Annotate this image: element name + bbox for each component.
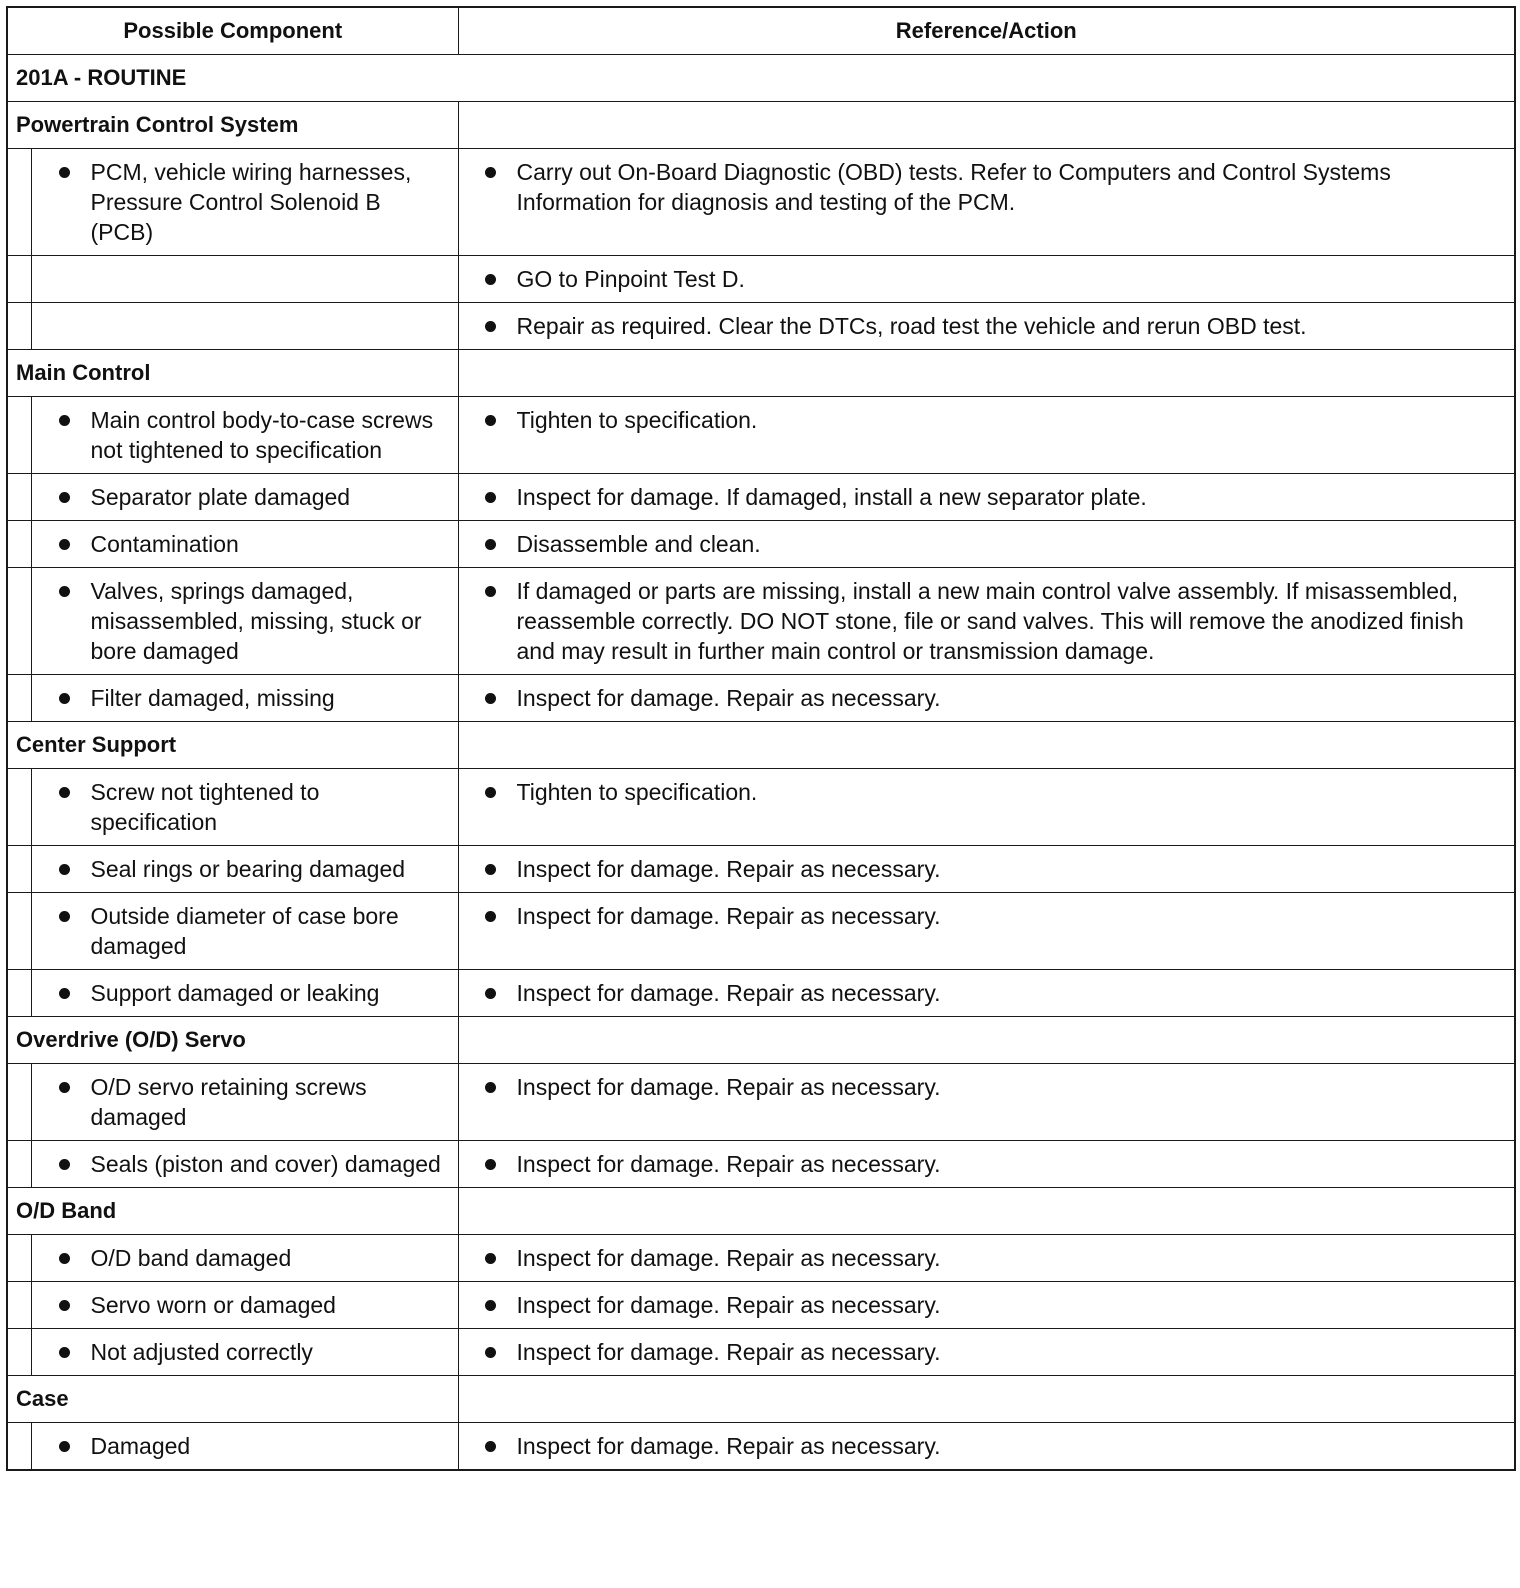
bullet-item xyxy=(459,482,1515,512)
bullet-item xyxy=(459,1431,1515,1461)
bullet-item xyxy=(32,1431,458,1461)
component-text: Seal rings or bearing damaged xyxy=(90,856,406,882)
bullet-icon xyxy=(485,167,496,178)
bullet-item xyxy=(459,405,1515,435)
component-cell xyxy=(31,893,458,970)
bullet-item xyxy=(459,854,1515,884)
bullet-icon xyxy=(485,1082,496,1093)
bullet-icon xyxy=(59,1347,70,1358)
component-cell xyxy=(31,1329,458,1376)
component-text: O/D servo retaining screws damaged xyxy=(90,1074,367,1130)
component-text: PCM, vehicle wiring harnesses, Pressure Control Solenoid B (PCB) xyxy=(90,159,412,245)
section-action-empty xyxy=(458,722,1515,769)
action-cell xyxy=(458,397,1515,474)
section-action-empty xyxy=(458,1376,1515,1423)
bullet-item xyxy=(459,1290,1515,1320)
header-row xyxy=(7,7,1515,55)
component-cell xyxy=(31,474,458,521)
bullet-item xyxy=(459,777,1515,807)
component-text: Separator plate damaged xyxy=(90,484,351,510)
component-text: Servo worn or damaged xyxy=(90,1292,336,1318)
bullet-item xyxy=(459,264,1515,294)
component-text: O/D band damaged xyxy=(90,1245,292,1271)
bullet-icon xyxy=(485,274,496,285)
bullet-item xyxy=(32,978,458,1008)
bullet-icon xyxy=(59,1253,70,1264)
action-text: Inspect for damage. Repair as necessary. xyxy=(516,1339,941,1365)
action-text: If damaged or parts are missing, install a new main control valve assembly. If misassembled, reassemble correctly. DO NOT stone, file or sand valves. This will remove the anodized finish and may result in further main control or transmission damage. xyxy=(516,578,1464,664)
action-text: Inspect for damage. Repair as necessary. xyxy=(516,903,941,929)
bullet-item xyxy=(32,1149,458,1179)
routine-title: 201A - ROUTINE xyxy=(7,55,1515,102)
bullet-item xyxy=(32,405,458,465)
bullet-icon xyxy=(59,1300,70,1311)
table-row xyxy=(7,1064,1515,1141)
bullet-icon xyxy=(59,415,70,426)
action-cell xyxy=(458,1329,1515,1376)
table-row xyxy=(7,303,1515,350)
bullet-item xyxy=(459,157,1515,217)
bullet-item xyxy=(32,576,458,666)
section-title: Main Control xyxy=(7,350,458,397)
indent-cell xyxy=(7,1423,31,1471)
indent-cell xyxy=(7,1282,31,1329)
indent-cell xyxy=(7,474,31,521)
section-row xyxy=(7,350,1515,397)
bullet-icon xyxy=(485,988,496,999)
component-cell xyxy=(31,1235,458,1282)
component-cell xyxy=(31,1064,458,1141)
component-cell xyxy=(31,1282,458,1329)
table-body xyxy=(7,55,1515,1471)
component-text: Valves, springs damaged, misassembled, missing, stuck or bore damaged xyxy=(90,578,422,664)
action-text: Inspect for damage. Repair as necessary. xyxy=(516,1151,941,1177)
bullet-item xyxy=(459,978,1515,1008)
action-cell xyxy=(458,1064,1515,1141)
table-row xyxy=(7,1423,1515,1471)
bullet-icon xyxy=(59,586,70,597)
indent-cell xyxy=(7,568,31,675)
section-action-empty xyxy=(458,102,1515,149)
section-row xyxy=(7,1188,1515,1235)
bullet-item xyxy=(459,576,1515,666)
section-action-empty xyxy=(458,1188,1515,1235)
component-text: Screw not tightened to specification xyxy=(90,779,320,835)
action-cell xyxy=(458,303,1515,350)
section-row xyxy=(7,722,1515,769)
bullet-item xyxy=(32,1290,458,1320)
action-cell xyxy=(458,769,1515,846)
action-text: Carry out On-Board Diagnostic (OBD) tests. Refer to Computers and Control Systems Information for diagnosis and testing of the PCM. xyxy=(516,159,1391,215)
section-title: Case xyxy=(7,1376,458,1423)
diagnosis-document xyxy=(6,6,1514,1471)
component-text: Outside diameter of case bore damaged xyxy=(90,903,399,959)
table-row xyxy=(7,1329,1515,1376)
action-text: Inspect for damage. Repair as necessary. xyxy=(516,856,941,882)
section-title: Powertrain Control System xyxy=(7,102,458,149)
action-cell xyxy=(458,1423,1515,1471)
table-row xyxy=(7,970,1515,1017)
bullet-item xyxy=(32,901,458,961)
bullet-icon xyxy=(485,693,496,704)
bullet-icon xyxy=(59,492,70,503)
section-action-empty xyxy=(458,350,1515,397)
bullet-item xyxy=(459,1149,1515,1179)
table-row xyxy=(7,397,1515,474)
action-text: Disassemble and clean. xyxy=(516,531,761,557)
indent-cell xyxy=(7,303,31,350)
component-text: Filter damaged, missing xyxy=(90,685,335,711)
component-cell xyxy=(31,846,458,893)
indent-cell xyxy=(7,1141,31,1188)
bullet-icon xyxy=(59,167,70,178)
bullet-icon xyxy=(59,787,70,798)
action-text: Inspect for damage. Repair as necessary. xyxy=(516,1292,941,1318)
component-text: Not adjusted correctly xyxy=(90,1339,313,1365)
bullet-item xyxy=(459,1337,1515,1367)
bullet-item xyxy=(32,683,458,713)
bullet-item xyxy=(459,529,1515,559)
bullet-item xyxy=(32,482,458,512)
action-text: Inspect for damage. Repair as necessary. xyxy=(516,1074,941,1100)
action-cell xyxy=(458,1141,1515,1188)
action-cell xyxy=(458,474,1515,521)
indent-cell xyxy=(7,675,31,722)
action-cell xyxy=(458,846,1515,893)
action-cell xyxy=(458,675,1515,722)
bullet-icon xyxy=(59,1441,70,1452)
bullet-item xyxy=(459,683,1515,713)
bullet-item xyxy=(32,854,458,884)
title-row xyxy=(7,55,1515,102)
bullet-item xyxy=(32,1243,458,1273)
action-text: Repair as required. Clear the DTCs, road test the vehicle and rerun OBD test. xyxy=(516,313,1307,339)
indent-cell xyxy=(7,846,31,893)
indent-cell xyxy=(7,521,31,568)
action-text: Tighten to specification. xyxy=(516,407,758,433)
bullet-item xyxy=(32,157,458,247)
component-cell xyxy=(31,397,458,474)
section-action-empty xyxy=(458,1017,1515,1064)
bullet-icon xyxy=(59,864,70,875)
action-text: Tighten to specification. xyxy=(516,779,758,805)
bullet-item xyxy=(32,1337,458,1367)
table-row xyxy=(7,1282,1515,1329)
section-row xyxy=(7,1017,1515,1064)
section-title: Overdrive (O/D) Servo xyxy=(7,1017,458,1064)
action-cell xyxy=(458,893,1515,970)
component-cell xyxy=(31,970,458,1017)
action-cell xyxy=(458,1282,1515,1329)
component-text: Damaged xyxy=(90,1433,191,1459)
bullet-item xyxy=(459,901,1515,931)
indent-cell xyxy=(7,970,31,1017)
bullet-icon xyxy=(485,492,496,503)
action-cell xyxy=(458,256,1515,303)
action-cell xyxy=(458,1235,1515,1282)
bullet-icon xyxy=(59,539,70,550)
table-row xyxy=(7,1235,1515,1282)
bullet-item xyxy=(32,777,458,837)
component-text: Main control body-to-case screws not tightened to specification xyxy=(90,407,434,463)
indent-cell xyxy=(7,1064,31,1141)
bullet-icon xyxy=(59,1159,70,1170)
bullet-item xyxy=(459,1072,1515,1102)
section-title: Center Support xyxy=(7,722,458,769)
action-text: Inspect for damage. Repair as necessary. xyxy=(516,1433,941,1459)
bullet-icon xyxy=(485,864,496,875)
header-possible-component: Possible Component xyxy=(7,7,458,55)
bullet-icon xyxy=(485,415,496,426)
component-cell xyxy=(31,1141,458,1188)
section-row xyxy=(7,1376,1515,1423)
bullet-icon xyxy=(485,586,496,597)
bullet-icon xyxy=(485,1159,496,1170)
header-reference-action: Reference/Action xyxy=(458,7,1515,55)
action-cell xyxy=(458,149,1515,256)
component-cell xyxy=(31,521,458,568)
bullet-item xyxy=(459,311,1515,341)
component-text: Support damaged or leaking xyxy=(90,980,380,1006)
bullet-icon xyxy=(485,1441,496,1452)
table-row xyxy=(7,474,1515,521)
bullet-icon xyxy=(59,911,70,922)
bullet-icon xyxy=(485,321,496,332)
component-cell xyxy=(31,149,458,256)
action-cell xyxy=(458,521,1515,568)
section-row xyxy=(7,102,1515,149)
indent-cell xyxy=(7,397,31,474)
component-cell xyxy=(31,256,458,303)
action-cell xyxy=(458,970,1515,1017)
bullet-item xyxy=(32,1072,458,1132)
action-text: GO to Pinpoint Test D. xyxy=(516,266,745,292)
component-cell xyxy=(31,303,458,350)
bullet-item xyxy=(32,529,458,559)
action-text: Inspect for damage. Repair as necessary. xyxy=(516,980,941,1006)
bullet-item xyxy=(459,1243,1515,1273)
table-row xyxy=(7,521,1515,568)
bullet-icon xyxy=(59,693,70,704)
bullet-icon xyxy=(485,1347,496,1358)
table-row xyxy=(7,149,1515,256)
indent-cell xyxy=(7,1235,31,1282)
action-text: Inspect for damage. Repair as necessary. xyxy=(516,685,941,711)
component-text: Contamination xyxy=(90,531,239,557)
component-cell xyxy=(31,1423,458,1471)
component-cell xyxy=(31,568,458,675)
table-row xyxy=(7,769,1515,846)
table-row xyxy=(7,256,1515,303)
action-cell xyxy=(458,568,1515,675)
bullet-icon xyxy=(485,539,496,550)
table-row xyxy=(7,846,1515,893)
bullet-icon xyxy=(485,787,496,798)
bullet-icon xyxy=(485,911,496,922)
table-row xyxy=(7,1141,1515,1188)
bullet-icon xyxy=(485,1300,496,1311)
component-cell xyxy=(31,675,458,722)
indent-cell xyxy=(7,769,31,846)
component-cell xyxy=(31,769,458,846)
component-text: Seals (piston and cover) damaged xyxy=(90,1151,441,1177)
bullet-icon xyxy=(59,988,70,999)
bullet-icon xyxy=(59,1082,70,1093)
indent-cell xyxy=(7,256,31,303)
table-row xyxy=(7,893,1515,970)
section-title: O/D Band xyxy=(7,1188,458,1235)
indent-cell xyxy=(7,1329,31,1376)
diagnosis-table xyxy=(6,6,1516,1471)
table-row xyxy=(7,568,1515,675)
indent-cell xyxy=(7,893,31,970)
bullet-icon xyxy=(485,1253,496,1264)
action-text: Inspect for damage. If damaged, install a new separator plate. xyxy=(516,484,1147,510)
indent-cell xyxy=(7,149,31,256)
table-row xyxy=(7,675,1515,722)
action-text: Inspect for damage. Repair as necessary. xyxy=(516,1245,941,1271)
